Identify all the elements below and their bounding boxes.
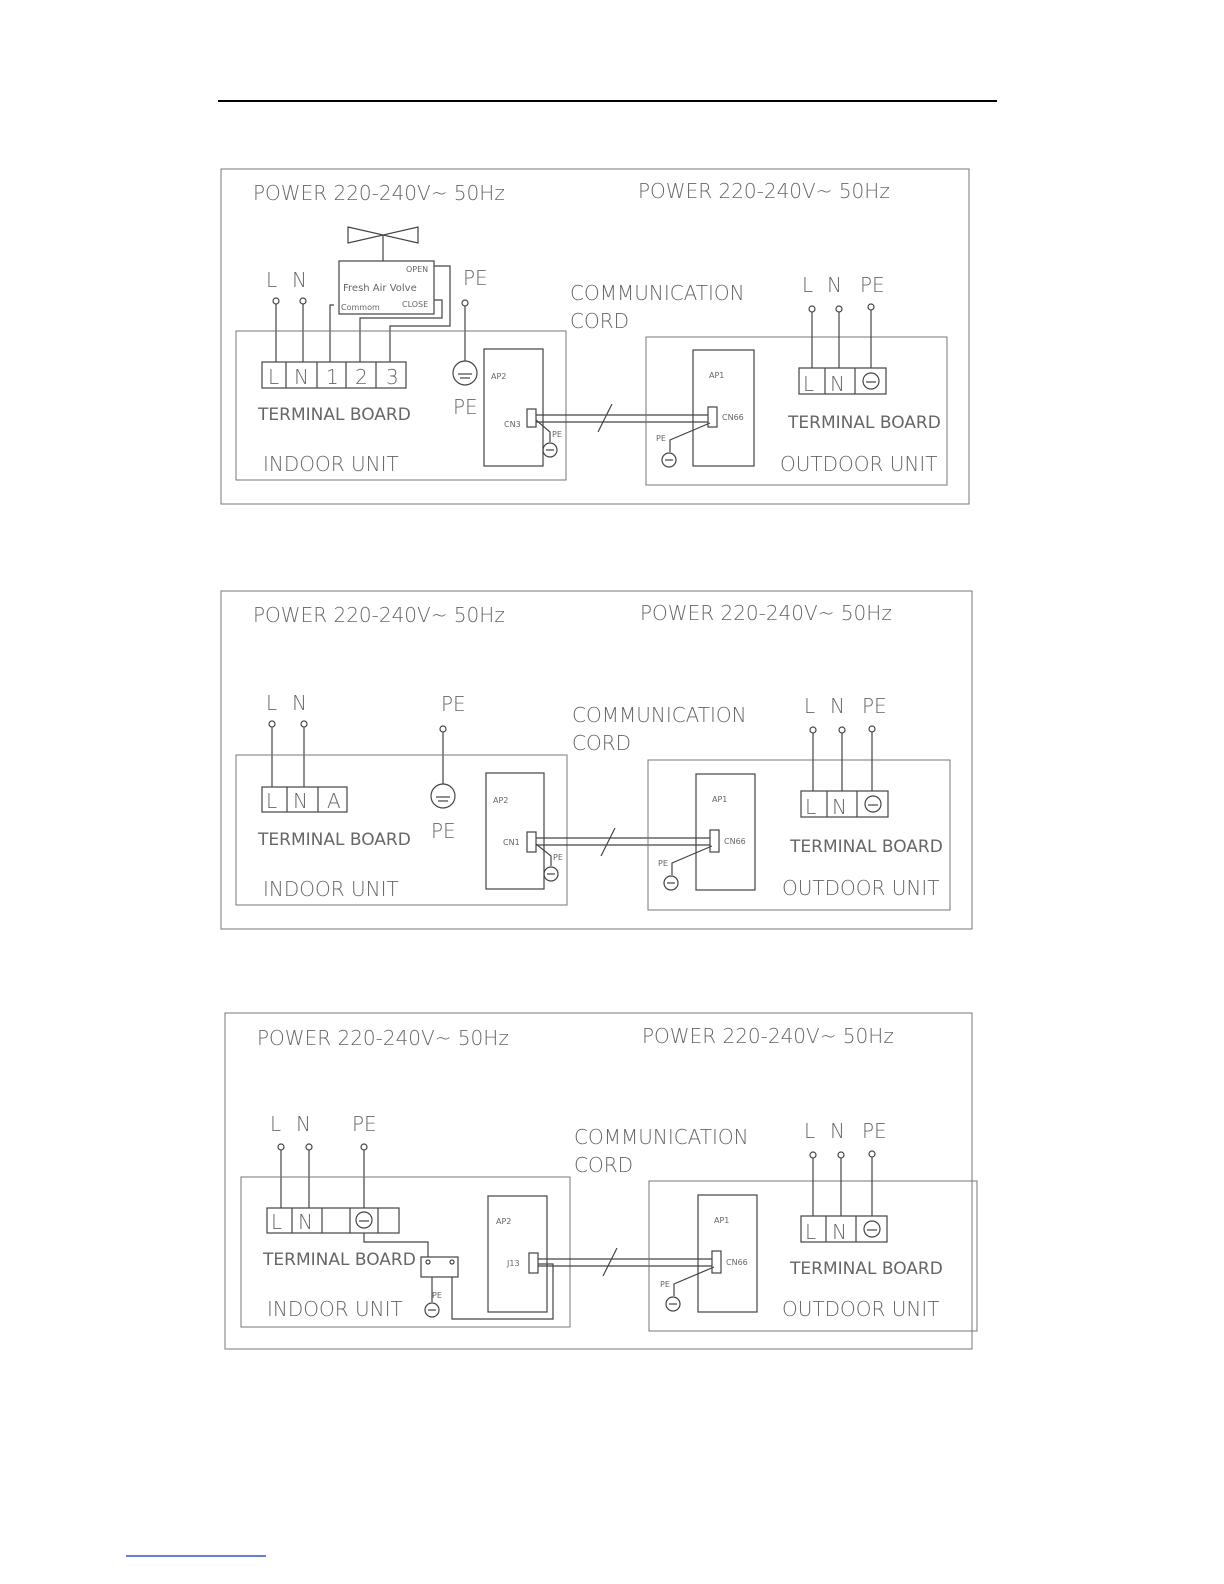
supply-n-label: N: [292, 691, 307, 715]
supply-pe-label: PE: [441, 692, 466, 716]
outdoor-unit-label: OUTDOOR UNIT: [782, 876, 940, 900]
cn66-label: CN66: [722, 413, 744, 422]
communication-label: COMMUNICATION: [574, 1125, 749, 1149]
ap1-label: AP1: [709, 371, 725, 380]
valve-name-label: Fresh Air Volve: [343, 283, 417, 294]
valve-open-label: OPEN: [406, 265, 429, 274]
cord-label: CORD: [570, 309, 630, 333]
power-label-outdoor: POWER 220-240V~ 50Hz: [638, 179, 890, 203]
outdoor-terminal-l: L: [805, 795, 817, 819]
valve-close-label: CLOSE: [402, 300, 429, 309]
valve-common-label: Commom: [341, 303, 380, 312]
indoor-pe-label: PE: [453, 395, 478, 419]
supply-l-label: L: [270, 1112, 282, 1136]
ap1-label: AP1: [714, 1216, 730, 1225]
ap2-label: AP2: [496, 1217, 512, 1226]
ap2-label: AP2: [491, 372, 507, 381]
terminal-a: A: [327, 789, 341, 813]
outdoor-supply-l: L: [804, 1119, 816, 1143]
terminal-2: 2: [355, 365, 368, 389]
ground-icon: [453, 361, 477, 385]
indoor-terminal-board-label: TERMINAL BOARD: [258, 405, 411, 425]
supply-n-label: N: [296, 1112, 311, 1136]
outdoor-unit-label: OUTDOOR UNIT: [782, 1297, 940, 1321]
supply-l-label: L: [266, 268, 278, 292]
outdoor-board-pe-label: PE: [660, 1280, 670, 1289]
supply-n-label: N: [292, 268, 307, 292]
cn66-label: CN66: [726, 1258, 748, 1267]
terminal-n: N: [298, 1210, 313, 1234]
ap2-board: [484, 349, 543, 466]
outdoor-terminal-board-label: TERMINAL BOARD: [788, 413, 941, 433]
board-pe-label: PE: [553, 853, 563, 862]
power-label-indoor: POWER 220-240V~ 50Hz: [253, 181, 505, 205]
indoor-connector-label: CN3: [504, 420, 521, 429]
ap1-label: AP1: [712, 795, 728, 804]
ap2-label: AP2: [493, 796, 509, 805]
supply-l-label: L: [266, 691, 278, 715]
terminal-1: 1: [326, 365, 339, 389]
ap1-board: [696, 774, 755, 890]
terminal-n: N: [294, 365, 309, 389]
indoor-connector-label: J13: [507, 1259, 520, 1268]
ap2-board: [486, 773, 544, 889]
supply-pe-label: PE: [463, 266, 488, 290]
ground-icon: [431, 784, 455, 808]
terminal-l: L: [266, 789, 278, 813]
outdoor-terminal-l: L: [803, 372, 815, 396]
diagram-terminal-a: [221, 591, 972, 929]
junction-pe-label: PE: [432, 1291, 442, 1300]
cord-label: CORD: [572, 731, 632, 755]
power-label-indoor: POWER 220-240V~ 50Hz: [257, 1026, 509, 1050]
terminal-n: N: [293, 789, 308, 813]
terminal-l: L: [271, 1210, 283, 1234]
outdoor-terminal-board-label: TERMINAL BOARD: [790, 1259, 943, 1279]
indoor-unit-label: INDOOR UNIT: [263, 877, 399, 901]
terminal-ground-icon: [356, 1212, 372, 1228]
ap1-board: [698, 1195, 757, 1312]
ap1-board: [693, 350, 754, 466]
indoor-unit-label: INDOOR UNIT: [263, 452, 399, 476]
cord-label: CORD: [574, 1153, 634, 1177]
power-label-outdoor: POWER 220-240V~ 50Hz: [642, 1024, 894, 1048]
supply-pe-label: PE: [352, 1112, 377, 1136]
indoor-pe-label: PE: [431, 819, 456, 843]
outdoor-terminal-board-label: TERMINAL BOARD: [790, 837, 943, 857]
outdoor-supply-n: N: [830, 1119, 845, 1143]
outdoor-board-pe-label: PE: [658, 859, 668, 868]
outdoor-supply-l: L: [804, 694, 816, 718]
cn66-label: CN66: [724, 837, 746, 846]
outdoor-terminal-l: L: [805, 1220, 817, 1244]
outdoor-terminal-n: N: [830, 372, 845, 396]
outdoor-ground-icon: [863, 373, 879, 389]
power-label-indoor: POWER 220-240V~ 50Hz: [253, 603, 505, 627]
terminal-l: L: [268, 365, 280, 389]
indoor-connector-label: CN1: [503, 838, 520, 847]
outdoor-supply-pe: PE: [860, 273, 885, 297]
terminal-3: 3: [386, 365, 399, 389]
outdoor-ground-icon: [865, 796, 881, 812]
outdoor-terminal-n: N: [832, 795, 847, 819]
communication-label: COMMUNICATION: [570, 281, 745, 305]
outdoor-ground-icon: [864, 1221, 880, 1237]
board-pe-label: PE: [552, 430, 562, 439]
diagram-indoor-pe-terminal: [225, 1013, 977, 1349]
outdoor-supply-pe: PE: [862, 1119, 887, 1143]
indoor-terminal-board: [267, 1208, 399, 1233]
indoor-unit-label: INDOOR UNIT: [267, 1297, 403, 1321]
communication-label: COMMUNICATION: [572, 703, 747, 727]
indoor-terminal-board-label: TERMINAL BOARD: [258, 830, 411, 850]
outdoor-unit-label: OUTDOOR UNIT: [780, 452, 938, 476]
outdoor-supply-pe: PE: [862, 694, 887, 718]
outdoor-supply-n: N: [827, 273, 842, 297]
diagram-fresh-air-valve: [221, 169, 969, 504]
outdoor-supply-l: L: [802, 273, 814, 297]
indoor-terminal-board-label: TERMINAL BOARD: [263, 1250, 416, 1270]
outdoor-supply-n: N: [830, 694, 845, 718]
outdoor-board-pe-label: PE: [656, 434, 666, 443]
power-label-outdoor: POWER 220-240V~ 50Hz: [640, 601, 892, 625]
outdoor-terminal-n: N: [832, 1220, 847, 1244]
